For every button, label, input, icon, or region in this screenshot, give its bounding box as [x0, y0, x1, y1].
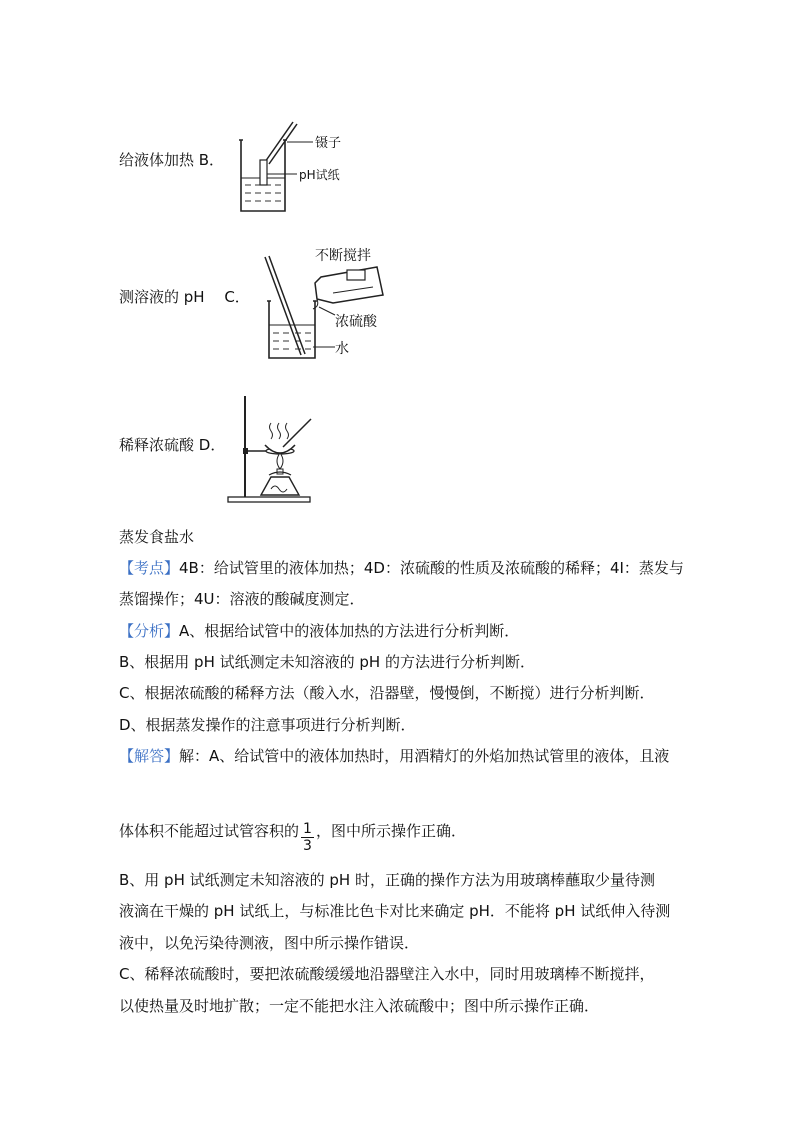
jieda-text-1: 解：A、给试管中的液体加热时，用酒精灯的外焰加热试管里的液体，且液: [179, 747, 670, 765]
kaodian-text-1: 4B：给试管里的液体加热；4D：浓硫酸的性质及浓硫酸的稀释；4I：蒸发与: [179, 559, 684, 577]
option-b-text: 给液体加热 B．: [119, 151, 225, 169]
label-water: 水: [335, 341, 349, 357]
jieda-text-2-pre: 体体积不能超过试管容积的: [119, 822, 300, 840]
label-tweezers: 镊子: [315, 136, 342, 151]
figure-ph-test: [235, 118, 365, 218]
fraction-numerator: 1: [303, 821, 312, 837]
fenxi-tag: 【分析】: [119, 622, 180, 640]
option-d-caption: 蒸发食盐水: [119, 528, 195, 546]
fenxi-text-1: A、根据给试管中的液体加热的方法进行分析判断．: [179, 622, 520, 640]
fenxi-line3: C、根据浓硫酸的稀释方法（酸入水，沿器壁，慢慢倒，不断搅）进行分析判断．: [119, 684, 655, 702]
jieda-b-line3: 液中，以免污染待测液，图中所示操作错误．: [119, 934, 420, 952]
fraction-one-third: [301, 821, 314, 854]
figure-dilute-acid: [255, 243, 395, 363]
label-conc-acid: 浓硫酸: [335, 314, 377, 330]
jieda-line2: [119, 815, 466, 854]
kaodian-line2: 蒸馏操作；4U：溶液的酸碱度测定．: [119, 590, 365, 608]
option-d-text: 稀释浓硫酸 D．: [119, 436, 226, 454]
figure-evaporation: [225, 393, 320, 503]
label-stir: 不断搅拌: [315, 248, 371, 264]
jieda-line1: [119, 745, 669, 767]
jieda-c-line1: C、稀释浓硫酸时，要把浓硫酸缓缓地沿器壁注入水中，同时用玻璃棒不断搅拌，: [119, 965, 655, 983]
jieda-b-line2: 液滴在干燥的 pH 试纸上，与标准比色卡对比来确定 pH．不能将 pH 试纸伸入待测: [119, 902, 671, 920]
kaodian-tag: 【考点】: [119, 559, 180, 577]
fenxi-line1: [119, 620, 519, 642]
fenxi-line2: B、根据用 pH 试纸测定未知溶液的 pH 的方法进行分析判断．: [119, 653, 535, 671]
jieda-text-2-post: ，图中所示操作正确．: [315, 822, 466, 840]
kaodian-line1: [119, 557, 684, 579]
fenxi-line4: D、根据蒸发操作的注意事项进行分析判断．: [119, 716, 416, 734]
fraction-denominator: 3: [303, 838, 312, 854]
option-c-text: 测溶液的 pH C．: [119, 288, 250, 306]
jieda-tag: 【解答】: [119, 747, 180, 765]
jieda-b-line1: B、用 pH 试纸测定未知溶液的 pH 时，正确的操作方法为用玻璃棒蘸取少量待测: [119, 871, 655, 889]
jieda-c-line2: 以使热量及时地扩散；一定不能把水注入浓硫酸中；图中所示操作正确．: [119, 997, 600, 1015]
label-ph-paper: pH试纸: [299, 168, 340, 182]
